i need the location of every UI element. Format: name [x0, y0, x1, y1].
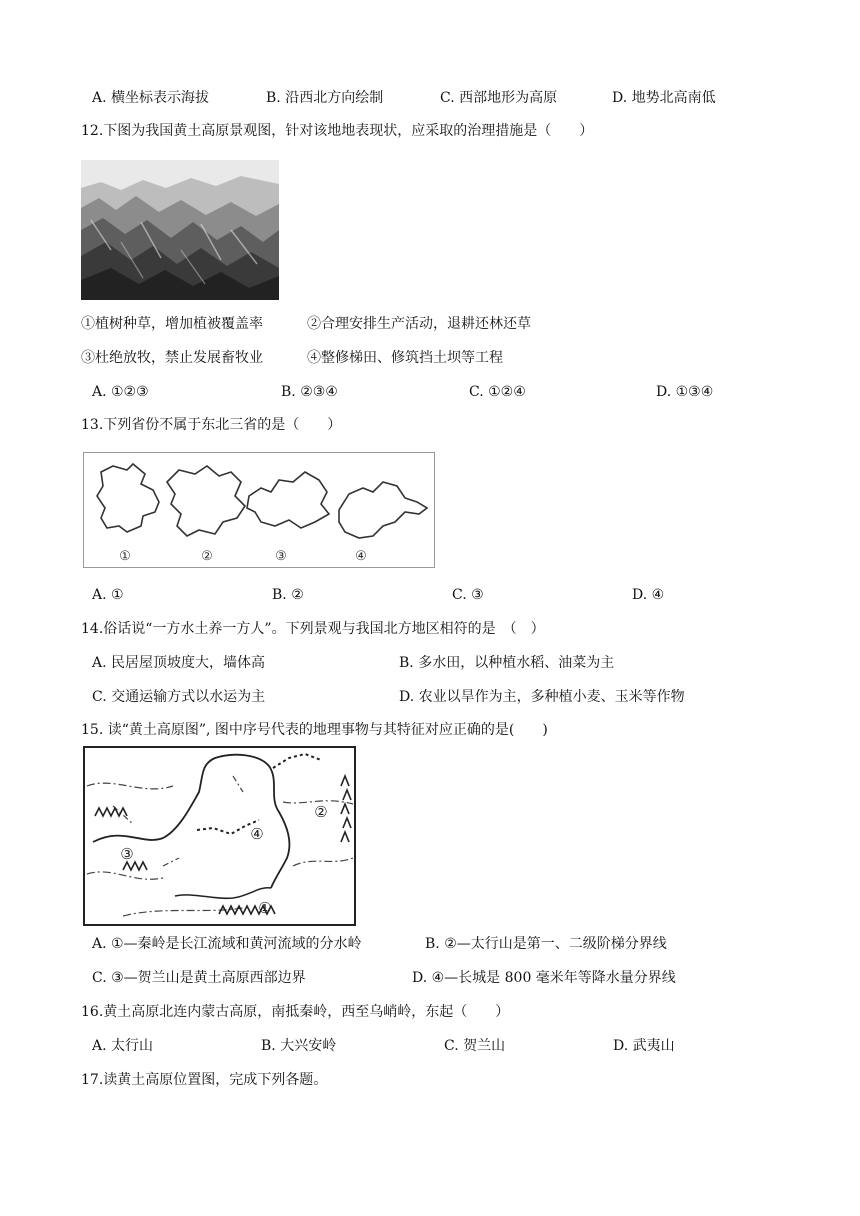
q14-option-a: A. 民居屋顶坡度大，墙体高 — [92, 655, 266, 671]
q15-option-b: B. ②—太行山是第一、二级阶梯分界线 — [425, 936, 667, 952]
q14-stem: 14.俗话说“一方水土养一方人”。下列景观与我国北方地区相符的是 （ ） — [81, 621, 545, 637]
q12-option-a: A. ①②③ — [92, 384, 149, 400]
q11-option-d: D. 地势北高南低 — [612, 90, 716, 106]
q11-option-b: B. 沿西北方向绘制 — [266, 90, 384, 106]
q11-option-a: A. 横坐标表示海拔 — [92, 90, 210, 106]
q17-stem: 17.读黄土高原位置图，完成下列各题。 — [81, 1072, 328, 1088]
q13-option-b: B. ② — [272, 587, 304, 603]
q15-stem: 15. 读“黄土高原图”, 图中序号代表的地理事物与其特征对应正确的是( ) — [81, 722, 548, 738]
q16-stem: 16.黄土高原北连内蒙古高原，南抵秦岭，西至乌峭岭，东起（ ） — [81, 1004, 510, 1020]
q14-option-c: C. 交通运输方式以水运为主 — [92, 689, 266, 705]
q14-option-d: D. 农业以旱作为主，多种植小麦、玉米等作物 — [399, 689, 685, 705]
provinces-map — [83, 452, 435, 568]
q15-option-d: D. ④—长城是 800 毫米年等降水量分界线 — [412, 970, 676, 986]
q12-stem: 12.下图为我国黄土高原景观图，针对该地地表现状，应采取的治理措施是（ ） — [81, 123, 594, 139]
province-label-2: ② — [201, 549, 213, 564]
q16-option-a: A. 太行山 — [92, 1038, 154, 1054]
map-label-4: ④ — [250, 825, 264, 843]
map-label-1: ① — [258, 899, 272, 917]
q13-option-a: A. ① — [92, 587, 124, 603]
q13-stem: 13.下列省份不属于东北三省的是（ ） — [81, 417, 342, 433]
loess-plateau-photo — [81, 160, 279, 300]
q12-option-d: D. ①③④ — [656, 384, 714, 400]
q12-option-b: B. ②③④ — [281, 384, 338, 400]
q12-statement-3: ③杜绝放牧，禁止发展畜牧业 — [81, 350, 263, 366]
q12-statement-4: ④整修梯田、修筑挡土坝等工程 — [307, 350, 503, 366]
q12-option-c: C. ①②④ — [469, 384, 526, 400]
map-label-2: ② — [314, 803, 328, 821]
province-label-3: ③ — [275, 549, 287, 564]
q16-option-b: B. 大兴安岭 — [261, 1038, 337, 1054]
map-label-3: ③ — [120, 845, 134, 863]
loess-plateau-map — [83, 746, 356, 926]
q15-option-c: C. ③—贺兰山是黄土高原西部边界 — [92, 970, 306, 986]
q11-option-c: C. 西部地形为高原 — [440, 90, 558, 106]
q14-option-b: B. 多水田，以种植水稻、油菜为主 — [399, 655, 615, 671]
q12-statement-1: ①植树种草，增加植被覆盖率 — [81, 316, 263, 332]
q16-option-c: C. 贺兰山 — [444, 1038, 506, 1054]
province-label-4: ④ — [355, 549, 367, 564]
q13-option-d: D. ④ — [632, 587, 665, 603]
q15-option-a: A. ①—秦岭是长江流域和黄河流域的分水岭 — [92, 936, 362, 952]
q12-statement-2: ②合理安排生产活动，退耕还林还草 — [307, 316, 531, 332]
province-label-1: ① — [119, 549, 131, 564]
q13-option-c: C. ③ — [452, 587, 484, 603]
q16-option-d: D. 武夷山 — [613, 1038, 675, 1054]
